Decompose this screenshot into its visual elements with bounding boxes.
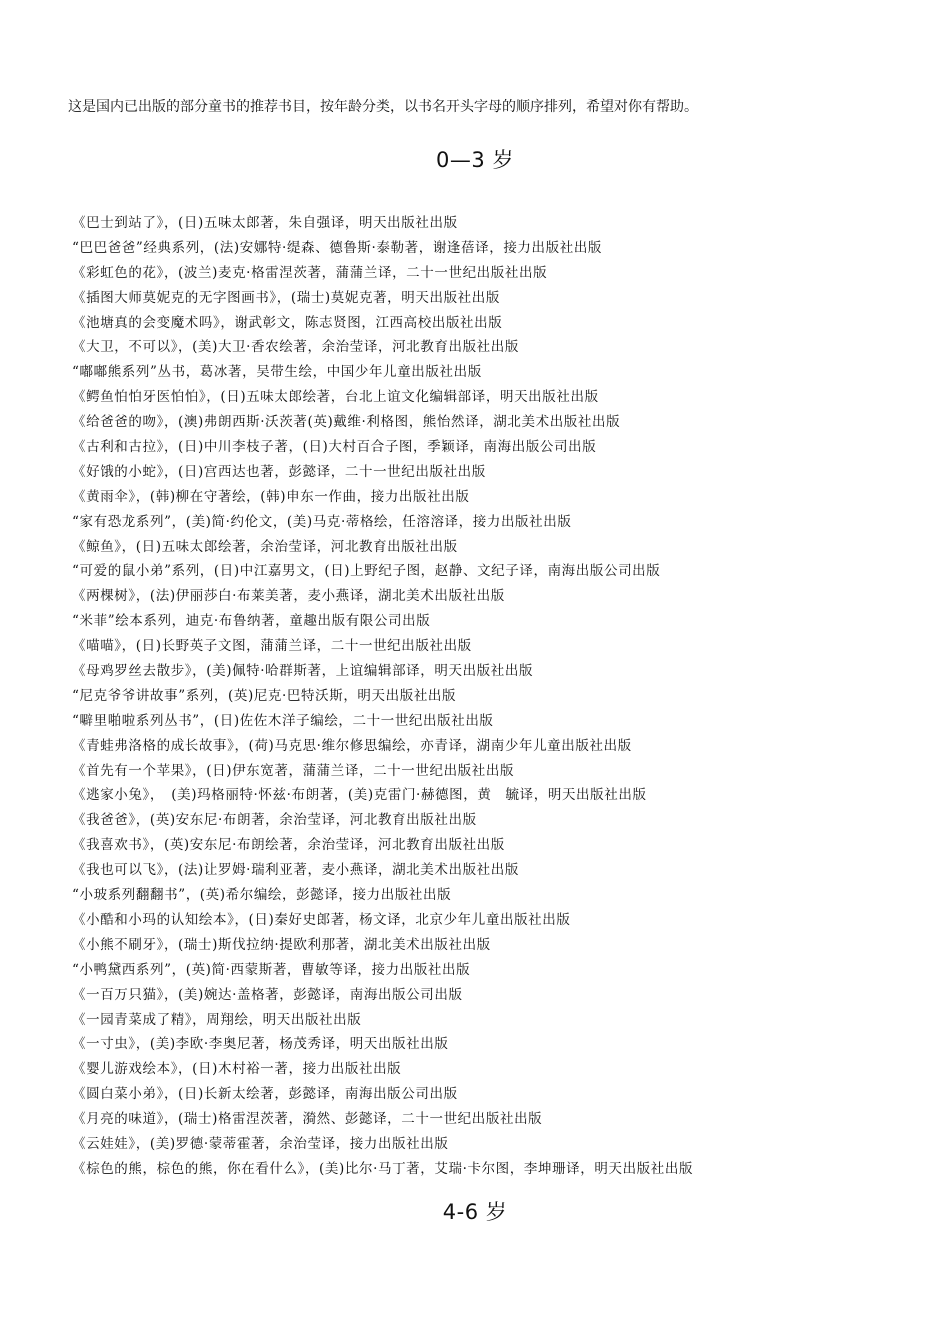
book-list-item: 《大卫，不可以》，(美)大卫·香农绘著，余治莹译，河北教育出版社出版 (72, 339, 519, 356)
book-list-item: 《一寸虫》，(美)李欧·李奥尼著，杨茂秀译，明天出版社出版 (72, 1036, 449, 1053)
section-heading-4-6: 4-6 岁 (442, 1200, 508, 1224)
book-list-item: 《小熊不刷牙》，(瑞士)斯伐拉纳·提欧利那著，湖北美术出版社出版 (72, 936, 491, 953)
book-list-item: 《圆白菜小弟》，(日)长新太绘著，彭懿译，南海出版公司出版 (72, 1086, 458, 1103)
book-list-item: 《喵喵》，(日)长野英子文图，蒲蒲兰译，二十一世纪出版社出版 (72, 638, 472, 655)
book-list-item: 《古利和古拉》，(日)中川李枝子著，(日)大村百合子图，季颖译，南海出版公司出版 (72, 439, 597, 456)
book-list-item: “小玻系列翻翻书”，(英)希尔编绘，彭懿译，接力出版社出版 (72, 887, 452, 904)
book-list-item: “尼克爷爷讲故事”系列，(英)尼克·巴特沃斯，明天出版社出版 (72, 687, 457, 704)
book-list-item: 《首先有一个苹果》，(日)伊东宽著，蒲蒲兰译，二十一世纪出版社出版 (72, 762, 515, 779)
book-list-item: 《好饿的小蛇》，(日)宫西达也著，彭懿译，二十一世纪出版社出版 (72, 463, 486, 480)
book-list-item: “巴巴爸爸”经典系列，(法)安娜特·缇森、德鲁斯·泰勒著，谢逢蓓译，接力出版社出版 (72, 239, 603, 256)
book-list-item: 《插图大师莫妮克的无字图画书》，(瑞士)莫妮克著，明天出版社出版 (72, 289, 500, 306)
book-list-item: 《云娃娃》，(美)罗德·蒙蒂霍著，余治莹译，接力出版社出版 (72, 1135, 449, 1152)
book-list-item: 《鳄鱼怕怕牙医怕怕》，(日)五味太郎绘著，台北上谊文化编辑部译，明天出版社出版 (72, 389, 599, 406)
book-list-item: 《逃家小兔》， (美)玛格丽特·怀兹·布朗著，(美)克雷门·赫德图，黄 毓译，明天出版社出版 (72, 787, 647, 804)
book-list-item: 《婴儿游戏绘本》，(日)木村裕一著，接力出版社出版 (72, 1061, 402, 1078)
book-list-item: “噼里啪啦系列丛书”，(日)佐佐木洋子编绘，二十一世纪出版社出版 (72, 712, 494, 729)
section-heading-0-3: 0—3 岁 (436, 148, 514, 172)
book-list-item: 《给爸爸的吻》，(澳)弗朗西斯·沃茨著(英)戴维·利格图，熊怡然译，湖北美术出版社出版 (72, 414, 621, 431)
book-list-item: 《两棵树》，(法)伊丽莎白·布莱美著，麦小燕译，湖北美术出版社出版 (72, 588, 505, 605)
intro-paragraph: 这是国内已出版的部分童书的推荐书目，按年龄分类，以书名开头字母的顺序排列，希望对你有帮助。 (68, 99, 698, 115)
book-list-item: “小鸭黛西系列”，(英)简·西蒙斯著，曹敏等译，接力出版社出版 (72, 961, 471, 978)
book-list-item: “家有恐龙系列”，(美)简·约伦文，(美)马克·蒂格绘，任溶溶译，接力出版社出版 (72, 513, 572, 530)
book-list-item: 《黄雨伞》，(韩)柳在守著绘，(韩)申东一作曲，接力出版社出版 (72, 488, 470, 505)
book-list-item: 《池塘真的会变魔术吗》，谢武彰文，陈志贤图，江西高校出版社出版 (72, 314, 503, 331)
book-list-item: “米菲”绘本系列，迪克·布鲁纳著，童趣出版有限公司出版 (72, 613, 431, 630)
book-list-item: 《我喜欢书》，(英)安东尼·布朗绘著，余治莹译，河北教育出版社出版 (72, 837, 505, 854)
book-list-item: 《一百万只猫》，(美)婉达·盖格著，彭懿译，南海出版公司出版 (72, 986, 463, 1003)
book-list-item: 《我也可以飞》，(法)让罗姆·瑞利亚著，麦小燕译，湖北美术出版社出版 (72, 862, 519, 879)
book-list-item: 《青蛙弗洛格的成长故事》，(荷)马克思·维尔修思编绘，亦青译，湖南少年儿童出版社出版 (72, 737, 632, 754)
book-list-item: 《我爸爸》，(英)安东尼·布朗著，余治莹译，河北教育出版社出版 (72, 812, 477, 829)
book-list-item: 《一园青菜成了精》，周翔绘，明天出版社出版 (72, 1011, 362, 1028)
book-list-item: 《巴士到站了》，(日)五味太郎著，朱自强译，明天出版社出版 (72, 215, 458, 231)
book-list-item: 《棕色的熊，棕色的熊，你在看什么》，(美)比尔·马丁著，艾瑞·卡尔图，李坤珊译，明天出版社出版 (72, 1160, 694, 1177)
book-list-0-3 (72, 211, 932, 1182)
book-list-item: 《月亮的味道》，(瑞士)格雷涅茨著，漪然、彭懿译，二十一世纪出版社出版 (72, 1111, 543, 1128)
book-list-item: 《鲸鱼》，(日)五味太郎绘著，余治莹译，河北教育出版社出版 (72, 538, 458, 555)
book-list-item: “可爱的鼠小弟”系列，(日)中江嘉男文，(日)上野纪子图，赵静、文纪子译，南海出版公司出版 (72, 563, 661, 580)
book-list-item: “嘟嘟熊系列”丛书，葛冰著，吴带生绘，中国少年儿童出版社出版 (72, 364, 482, 381)
book-list-item: 《彩虹色的花》，(波兰)麦克·格雷涅茨著，蒲蒲兰译，二十一世纪出版社出版 (72, 264, 548, 281)
book-list-item: 《小酷和小玛的认知绘本》，(日)秦好史郎著，杨文译，北京少年儿童出版社出版 (72, 911, 571, 928)
book-list-item: 《母鸡罗丝去散步》，(美)佩特·哈群斯著，上谊编辑部译，明天出版社出版 (72, 663, 534, 680)
